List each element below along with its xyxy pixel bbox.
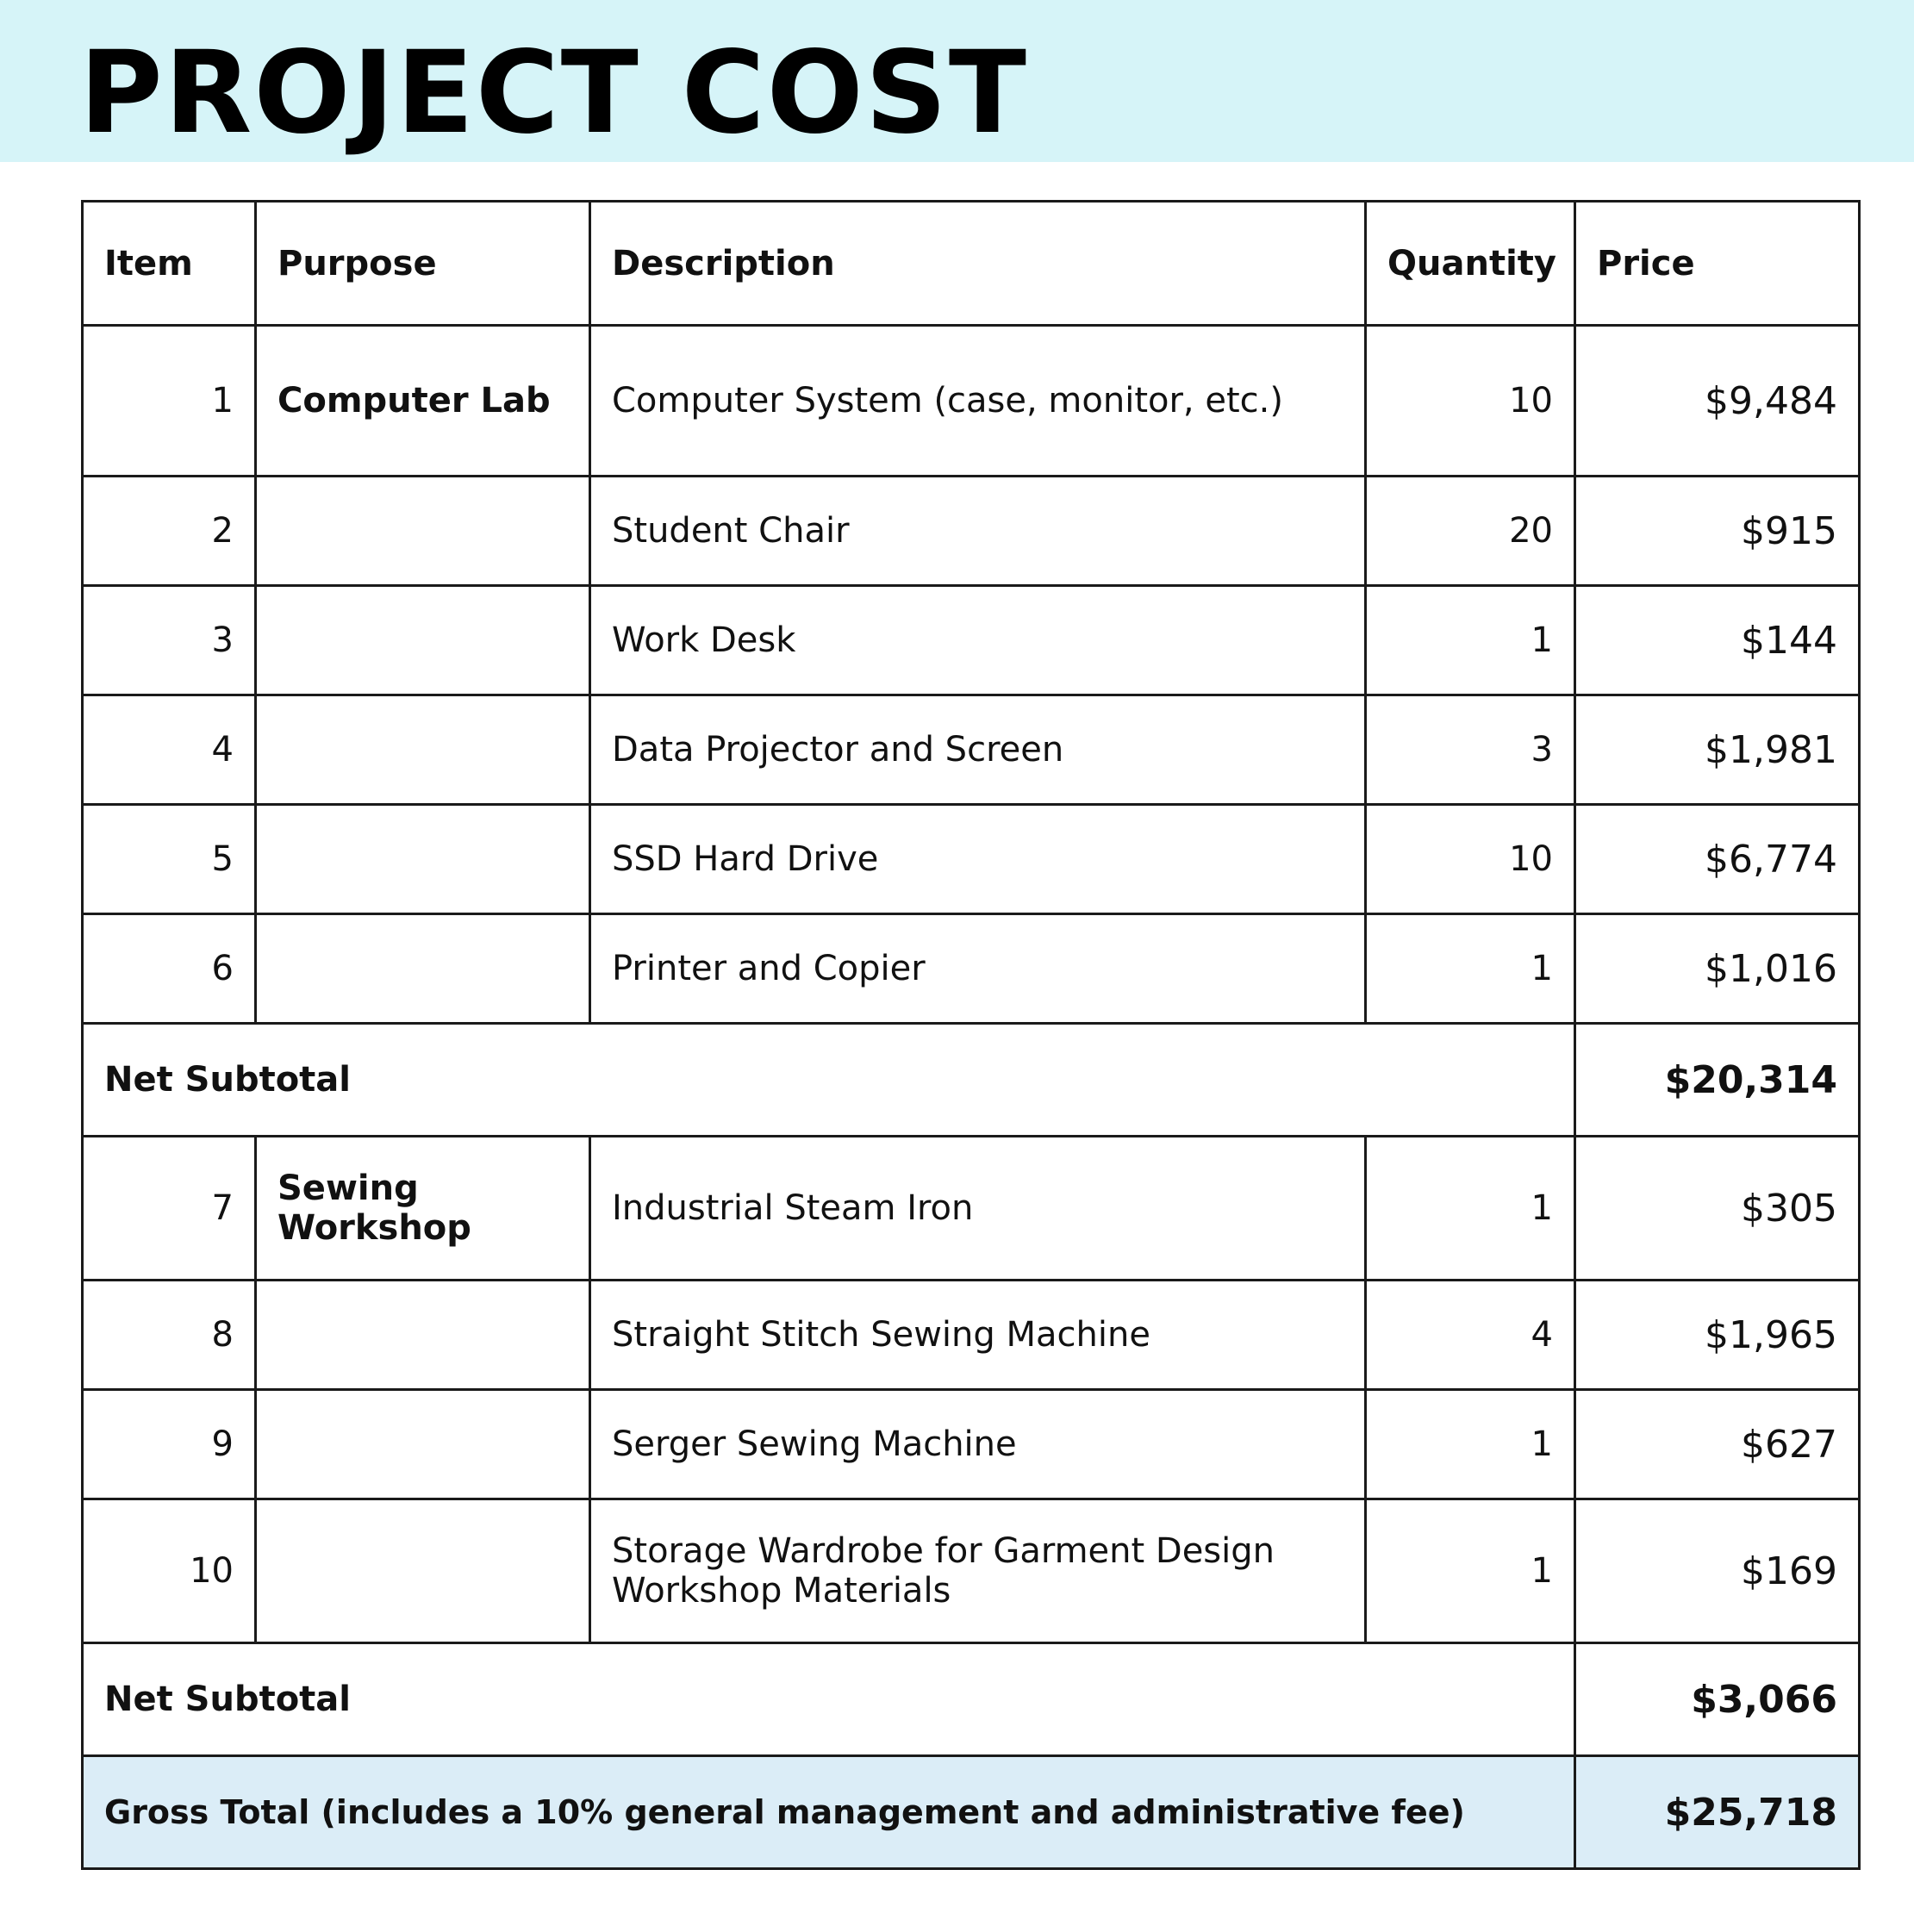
price-cell: $169 (1575, 1499, 1860, 1643)
item-number: 4 (83, 695, 256, 805)
table-row (83, 1390, 1860, 1499)
purpose-cell (256, 1390, 590, 1499)
description-cell: Industrial Steam Iron (590, 1137, 1366, 1281)
quantity-cell: 4 (1366, 1281, 1575, 1390)
description-cell: Printer and Copier (590, 914, 1366, 1024)
table-row (83, 914, 1860, 1024)
price-cell: $1,016 (1575, 914, 1860, 1024)
item-number: 7 (83, 1137, 256, 1281)
purpose-cell: Sewing Workshop (256, 1137, 590, 1281)
item-number: 8 (83, 1281, 256, 1390)
header-price: Price (1575, 202, 1860, 326)
purpose-cell (256, 805, 590, 914)
table-row (83, 586, 1860, 695)
price-cell: $627 (1575, 1390, 1860, 1499)
header-description: Description (590, 202, 1366, 326)
description-cell: Computer System (case, monitor, etc.) (590, 326, 1366, 477)
description-cell: Straight Stitch Sewing Machine (590, 1281, 1366, 1390)
table-row (83, 695, 1860, 805)
price-cell: $305 (1575, 1137, 1860, 1281)
project-cost-table (81, 200, 1861, 1870)
quantity-cell: 1 (1366, 1390, 1575, 1499)
header-row (83, 202, 1860, 326)
item-number: 5 (83, 805, 256, 914)
purpose-cell: Computer Lab (256, 326, 590, 477)
table-row (83, 1281, 1860, 1390)
subtotal-label: Net Subtotal (83, 1643, 1575, 1756)
item-number: 1 (83, 326, 256, 477)
quantity-cell: 1 (1366, 914, 1575, 1024)
table-row (83, 1137, 1860, 1281)
table-row (83, 1499, 1860, 1643)
purpose-cell (256, 1281, 590, 1390)
quantity-cell: 1 (1366, 1499, 1575, 1643)
project-cost-table-wrap (81, 200, 1858, 1870)
description-cell: SSD Hard Drive (590, 805, 1366, 914)
description-cell: Student Chair (590, 477, 1366, 586)
subtotal-label: Net Subtotal (83, 1024, 1575, 1137)
subtotal-value: $20,314 (1575, 1024, 1860, 1137)
quantity-cell: 20 (1366, 477, 1575, 586)
item-number: 2 (83, 477, 256, 586)
item-number: 10 (83, 1499, 256, 1643)
price-cell: $6,774 (1575, 805, 1860, 914)
purpose-cell (256, 586, 590, 695)
price-cell: $9,484 (1575, 326, 1860, 477)
purpose-cell (256, 695, 590, 805)
page-title: PROJECT COST (79, 27, 1028, 159)
purpose-cell (256, 914, 590, 1024)
table-row (83, 326, 1860, 477)
table-row (83, 805, 1860, 914)
description-cell: Data Projector and Screen (590, 695, 1366, 805)
gross-total-value: $25,718 (1575, 1756, 1860, 1869)
purpose-cell (256, 1499, 590, 1643)
description-cell: Serger Sewing Machine (590, 1390, 1366, 1499)
purpose-cell (256, 477, 590, 586)
table-row (83, 477, 1860, 586)
item-number: 3 (83, 586, 256, 695)
price-cell: $1,981 (1575, 695, 1860, 805)
price-cell: $144 (1575, 586, 1860, 695)
item-number: 6 (83, 914, 256, 1024)
gross-total-label: Gross Total (includes a 10% general management and administrative fee) (83, 1756, 1575, 1869)
item-number: 9 (83, 1390, 256, 1499)
quantity-cell: 1 (1366, 586, 1575, 695)
subtotal-row (83, 1024, 1860, 1137)
header-item: Item (83, 202, 256, 326)
subtotal-value: $3,066 (1575, 1643, 1860, 1756)
header-purpose: Purpose (256, 202, 590, 326)
quantity-cell: 3 (1366, 695, 1575, 805)
quantity-cell: 1 (1366, 1137, 1575, 1281)
gross-total-row (83, 1756, 1860, 1869)
price-cell: $1,965 (1575, 1281, 1860, 1390)
price-cell: $915 (1575, 477, 1860, 586)
description-cell: Work Desk (590, 586, 1366, 695)
description-cell: Storage Wardrobe for Garment Design Workshop Materials (590, 1499, 1366, 1643)
subtotal-row (83, 1643, 1860, 1756)
quantity-cell: 10 (1366, 805, 1575, 914)
quantity-cell: 10 (1366, 326, 1575, 477)
header-quantity: Quantity (1366, 202, 1575, 326)
